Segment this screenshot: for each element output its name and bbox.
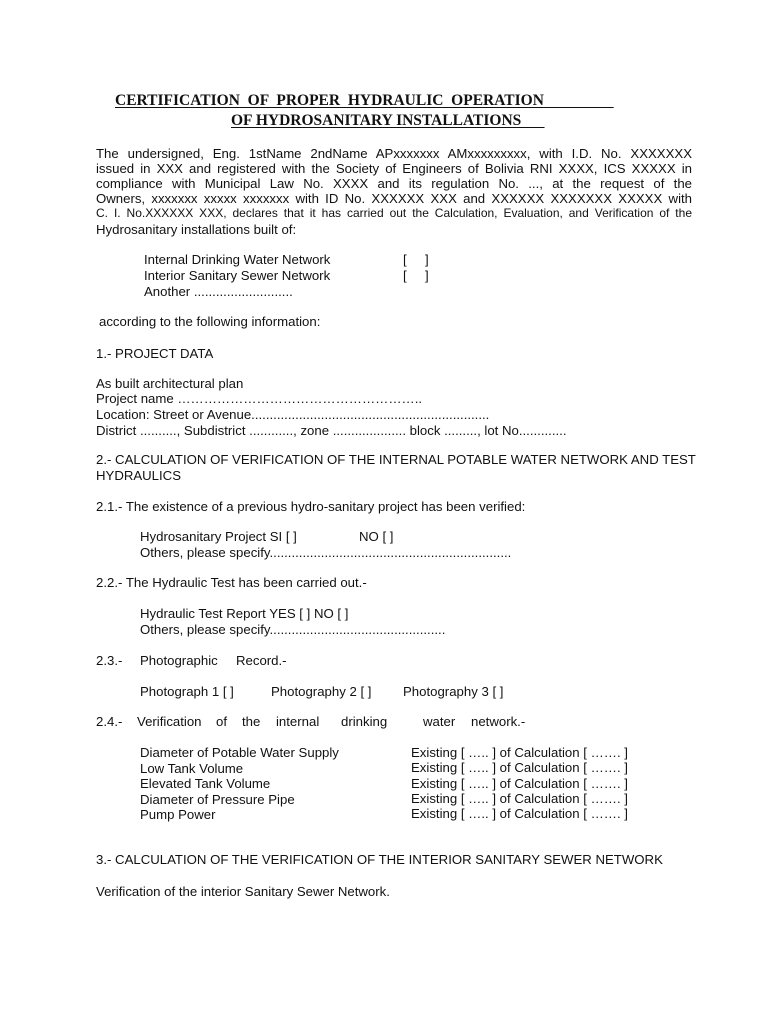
project-data-line-1: As built architectural plan bbox=[96, 376, 244, 391]
section-2-4-number: 2.4.- bbox=[96, 714, 123, 729]
installation-label-another: Another ........................... bbox=[144, 284, 293, 299]
verification-label-low-tank: Low Tank Volume bbox=[140, 761, 244, 776]
verification-value-elevated-tank[interactable]: Existing [ ….. ] of Calculation [ ……. ] bbox=[411, 776, 628, 791]
project-data-line-2: Project name ……………………………………………….. bbox=[96, 391, 423, 406]
photograph-3-checkbox[interactable]: Photography 3 [ ] bbox=[403, 684, 504, 699]
verification-label-pressure-pipe: Diameter of Pressure Pipe bbox=[140, 792, 295, 807]
project-data-line-4: District .........., Subdistrict ............, zone .................... block ........., lot No............. bbox=[96, 423, 567, 438]
section-3-text: Verification of the interior Sanitary Sewer Network. bbox=[96, 884, 390, 899]
according-text: according to the following information: bbox=[99, 314, 321, 329]
installation-label-sewer: Interior Sanitary Sewer Network bbox=[144, 268, 331, 283]
installation-label-water: Internal Drinking Water Network bbox=[144, 252, 331, 267]
section-2-1-others: Others, please specify.................................................................. bbox=[140, 545, 512, 560]
verification-label-pump-power: Pump Power bbox=[140, 807, 216, 822]
section-2-3-word-record: Record.- bbox=[236, 653, 287, 668]
section-3-heading: 3.- CALCULATION OF THE VERIFICATION OF THE INTERIOR SANITARY SEWER NETWORK bbox=[96, 852, 663, 867]
hydrosanitary-project-no[interactable]: NO [ ] bbox=[359, 529, 394, 544]
verification-label-potable-supply: Diameter of Potable Water Supply bbox=[140, 745, 339, 760]
section-2-3-number: 2.3.- bbox=[96, 653, 123, 668]
intro-line-4: Owners, xxxxxxx xxxxx xxxxxxx with ID No. XXXXXX XXX and XXXXXX XXXXXXX XXXXX with bbox=[96, 191, 692, 206]
verification-value-pressure-pipe[interactable]: Existing [ ….. ] of Calculation [ ……. ] bbox=[411, 791, 628, 806]
intro-line-5: C. I. No.XXXXXX XXX, declares that it has carried out the Calculation, Evaluation, and Verification of the bbox=[96, 206, 692, 220]
title-line-2: OF HYDROSANITARY INSTALLATIONS bbox=[231, 112, 545, 129]
section-2-4-word-the: the bbox=[242, 714, 261, 729]
title-line-1: CERTIFICATION OF PROPER HYDRAULIC OPERATION bbox=[115, 92, 614, 109]
section-2-4-word-internal: internal bbox=[276, 714, 320, 729]
intro-line-3: compliance with Municipal Law No. XXXX and its regulation No. ..., at the request of the bbox=[96, 176, 692, 191]
section-1-heading: 1.- PROJECT DATA bbox=[96, 346, 214, 361]
section-2-1-heading: 2.1.- The existence of a previous hydro-sanitary project has been verified: bbox=[96, 499, 526, 514]
photograph-1-checkbox[interactable]: Photograph 1 [ ] bbox=[140, 684, 234, 699]
section-2-4-word-verification: Verification bbox=[137, 714, 202, 729]
installation-checkbox-sewer[interactable]: [ ] bbox=[403, 268, 429, 283]
section-2-4-word-water: water bbox=[423, 714, 456, 729]
section-2-2-others: Others, please specify................................................ bbox=[140, 622, 446, 637]
section-2-2-heading: 2.2.- The Hydraulic Test has been carried out.- bbox=[96, 575, 367, 590]
hydrosanitary-project-si[interactable]: Hydrosanitary Project SI [ ] bbox=[140, 529, 297, 544]
verification-value-low-tank[interactable]: Existing [ ….. ] of Calculation [ ……. ] bbox=[411, 760, 628, 775]
section-2-heading-line-1: 2.- CALCULATION OF VERIFICATION OF THE INTERNAL POTABLE WATER NETWORK AND TEST bbox=[96, 452, 696, 467]
section-2-4-word-of: of bbox=[216, 714, 227, 729]
section-2-4-word-network: network.- bbox=[471, 714, 526, 729]
project-data-line-3: Location: Street or Avenue................................................................. bbox=[96, 407, 490, 422]
intro-line-1: The undersigned, Eng. 1stName 2ndName APxxxxxxx AMxxxxxxxxx, with I.D. No. XXXXXXX bbox=[96, 146, 692, 161]
section-2-heading-line-2: HYDRAULICS bbox=[96, 468, 182, 483]
section-2-4-word-drinking: drinking bbox=[341, 714, 388, 729]
photograph-2-checkbox[interactable]: Photography 2 [ ] bbox=[271, 684, 372, 699]
verification-label-elevated-tank: Elevated Tank Volume bbox=[140, 776, 271, 791]
section-2-3-word-photographic: Photographic bbox=[140, 653, 218, 668]
installation-checkbox-water[interactable]: [ ] bbox=[403, 252, 429, 267]
verification-value-pump-power[interactable]: Existing [ ….. ] of Calculation [ ……. ] bbox=[411, 806, 628, 821]
intro-line-2: issued in XXX and registered with the Society of Engineers of Bolivia RNI XXXX, ICS XXXXX in bbox=[96, 161, 692, 176]
verification-value-potable-supply[interactable]: Existing [ ….. ] of Calculation [ ……. ] bbox=[411, 745, 628, 760]
intro-line-6: Hydrosanitary installations built of: bbox=[96, 222, 297, 237]
hydraulic-test-report[interactable]: Hydraulic Test Report YES [ ] NO [ ] bbox=[140, 606, 349, 621]
